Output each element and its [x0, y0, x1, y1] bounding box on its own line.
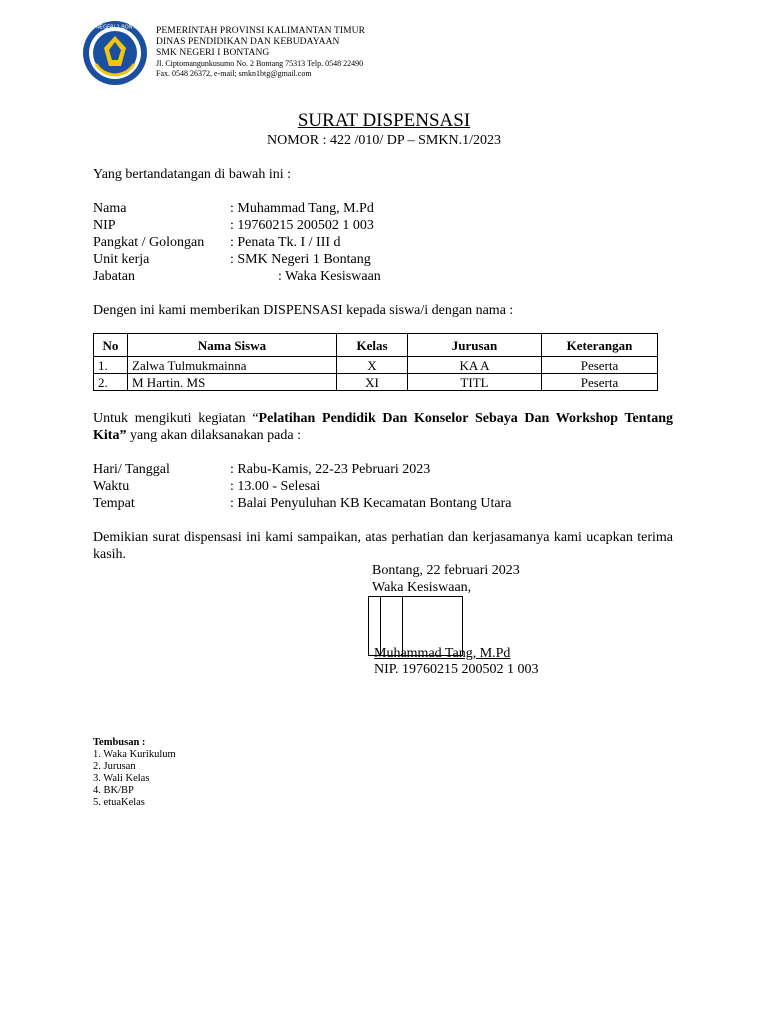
header-no: No	[94, 334, 128, 357]
tembusan-item: 1. Waka Kurikulum	[93, 749, 176, 760]
field-label-nama: Nama	[93, 201, 127, 216]
field-value-nip: : 19760215 200502 1 003	[230, 218, 374, 233]
letterhead-line-2: DINAS PENDIDIKAN DAN KEBUDAYAAN	[156, 37, 340, 47]
letterhead-line-1: PEMERINTAH PROVINSI KALIMANTAN TIMUR	[156, 26, 366, 36]
schedule-label-time: Waktu	[93, 479, 130, 494]
cell-nama: M Hartin. MS	[128, 374, 337, 391]
document-number: NOMOR : 422 /010/ DP – SMKN.1/2023	[266, 133, 501, 148]
field-label-unit-kerja: Unit kerja	[93, 252, 150, 267]
field-label-nip: NIP	[93, 218, 116, 233]
tembusan-item: 3. Wali Kelas	[93, 773, 150, 784]
letterhead-line-4: Jl. Ciptomangunkusumo No. 2 Bontang 75313 Telp. 0548 22490	[156, 59, 364, 68]
cell-jurusan: TITL	[408, 374, 542, 391]
signature-position: Waka Kesiswaan,	[372, 580, 472, 595]
table-row	[94, 374, 658, 391]
field-value-jabatan: : Waka Kesiswaan	[278, 269, 381, 284]
header-nama-siswa: Nama Siswa	[128, 334, 337, 357]
schedule-value-date: : Rabu-Kamis, 22-23 Pebruari 2023	[230, 462, 431, 477]
tembusan-item: 5. etuaKelas	[93, 797, 145, 808]
school-logo-icon	[82, 20, 148, 86]
signature-place-date: Bontang, 22 februari 2023	[372, 563, 520, 578]
activity-paragraph	[93, 410, 673, 444]
table-header-row	[94, 334, 658, 357]
document-title: SURAT DISPENSASI	[297, 110, 471, 131]
student-table	[93, 333, 658, 391]
table-row	[94, 357, 658, 374]
tembusan-heading: Tembusan :	[93, 737, 146, 748]
cell-kelas: XI	[337, 374, 408, 391]
schedule-label-place: Tempat	[93, 496, 135, 511]
cell-keterangan: Peserta	[542, 374, 658, 391]
header-keterangan: Keterangan	[542, 334, 658, 357]
signature-name: Muhammad Tang, M.Pd	[374, 646, 511, 661]
field-value-nama: : Muhammad Tang, M.Pd	[230, 201, 374, 216]
cell-jurusan: KA A	[408, 357, 542, 374]
cell-kelas: X	[337, 357, 408, 374]
logo-text: SMK NEGERI 1 BONTANG	[83, 24, 147, 31]
activity-prefix: Untuk mengikuti kegiatan “	[93, 411, 259, 426]
activity-suffix: yang akan dilaksanakan pada :	[126, 428, 301, 443]
letterhead-line-3: SMK NEGERI I BONTANG	[156, 48, 270, 58]
schedule-value-time: : 13.00 - Selesai	[230, 479, 321, 494]
field-label-pangkat: Pangkat / Golongan	[93, 235, 205, 250]
field-label-jabatan: Jabatan	[93, 269, 135, 284]
signature-nip: NIP. 19760215 200502 1 003	[374, 662, 539, 677]
field-value-pangkat: : Penata Tk. I / III d	[230, 235, 341, 250]
tembusan-item: 2. Jurusan	[93, 761, 136, 772]
dispensation-intro: Dengen ini kami memberikan DISPENSASI kepada siswa/i dengan nama :	[93, 303, 514, 318]
field-value-unit-kerja: : SMK Negeri 1 Bontang	[230, 252, 371, 267]
letterhead-line-5: Fax. 0548 26372, e-mail; smkn1btg@gmail.com	[156, 69, 312, 78]
closing-paragraph: Demikian surat dispensasi ini kami sampaikan, atas perhatian dan kerjasamanya kami ucapkan terima kasih.	[93, 530, 673, 562]
header-kelas: Kelas	[337, 334, 408, 357]
tembusan-item: 4. BK/BP	[93, 785, 134, 796]
intro-text: Yang bertandatangan di bawah ini :	[93, 167, 292, 182]
schedule-label-date: Hari/ Tanggal	[93, 462, 170, 477]
cell-keterangan: Peserta	[542, 357, 658, 374]
cell-nama: Zalwa Tulmukmainna	[128, 357, 337, 374]
cell-no: 1.	[94, 357, 128, 374]
schedule-value-place: : Balai Penyuluhan KB Kecamatan Bontang Utara	[230, 496, 512, 511]
activity-name: Pelatihan Pendidik Dan Konselor Sebaya Dan Workshop Tentang Kita”	[93, 411, 673, 443]
cell-no: 2.	[94, 374, 128, 391]
header-jurusan: Jurusan	[408, 334, 542, 357]
